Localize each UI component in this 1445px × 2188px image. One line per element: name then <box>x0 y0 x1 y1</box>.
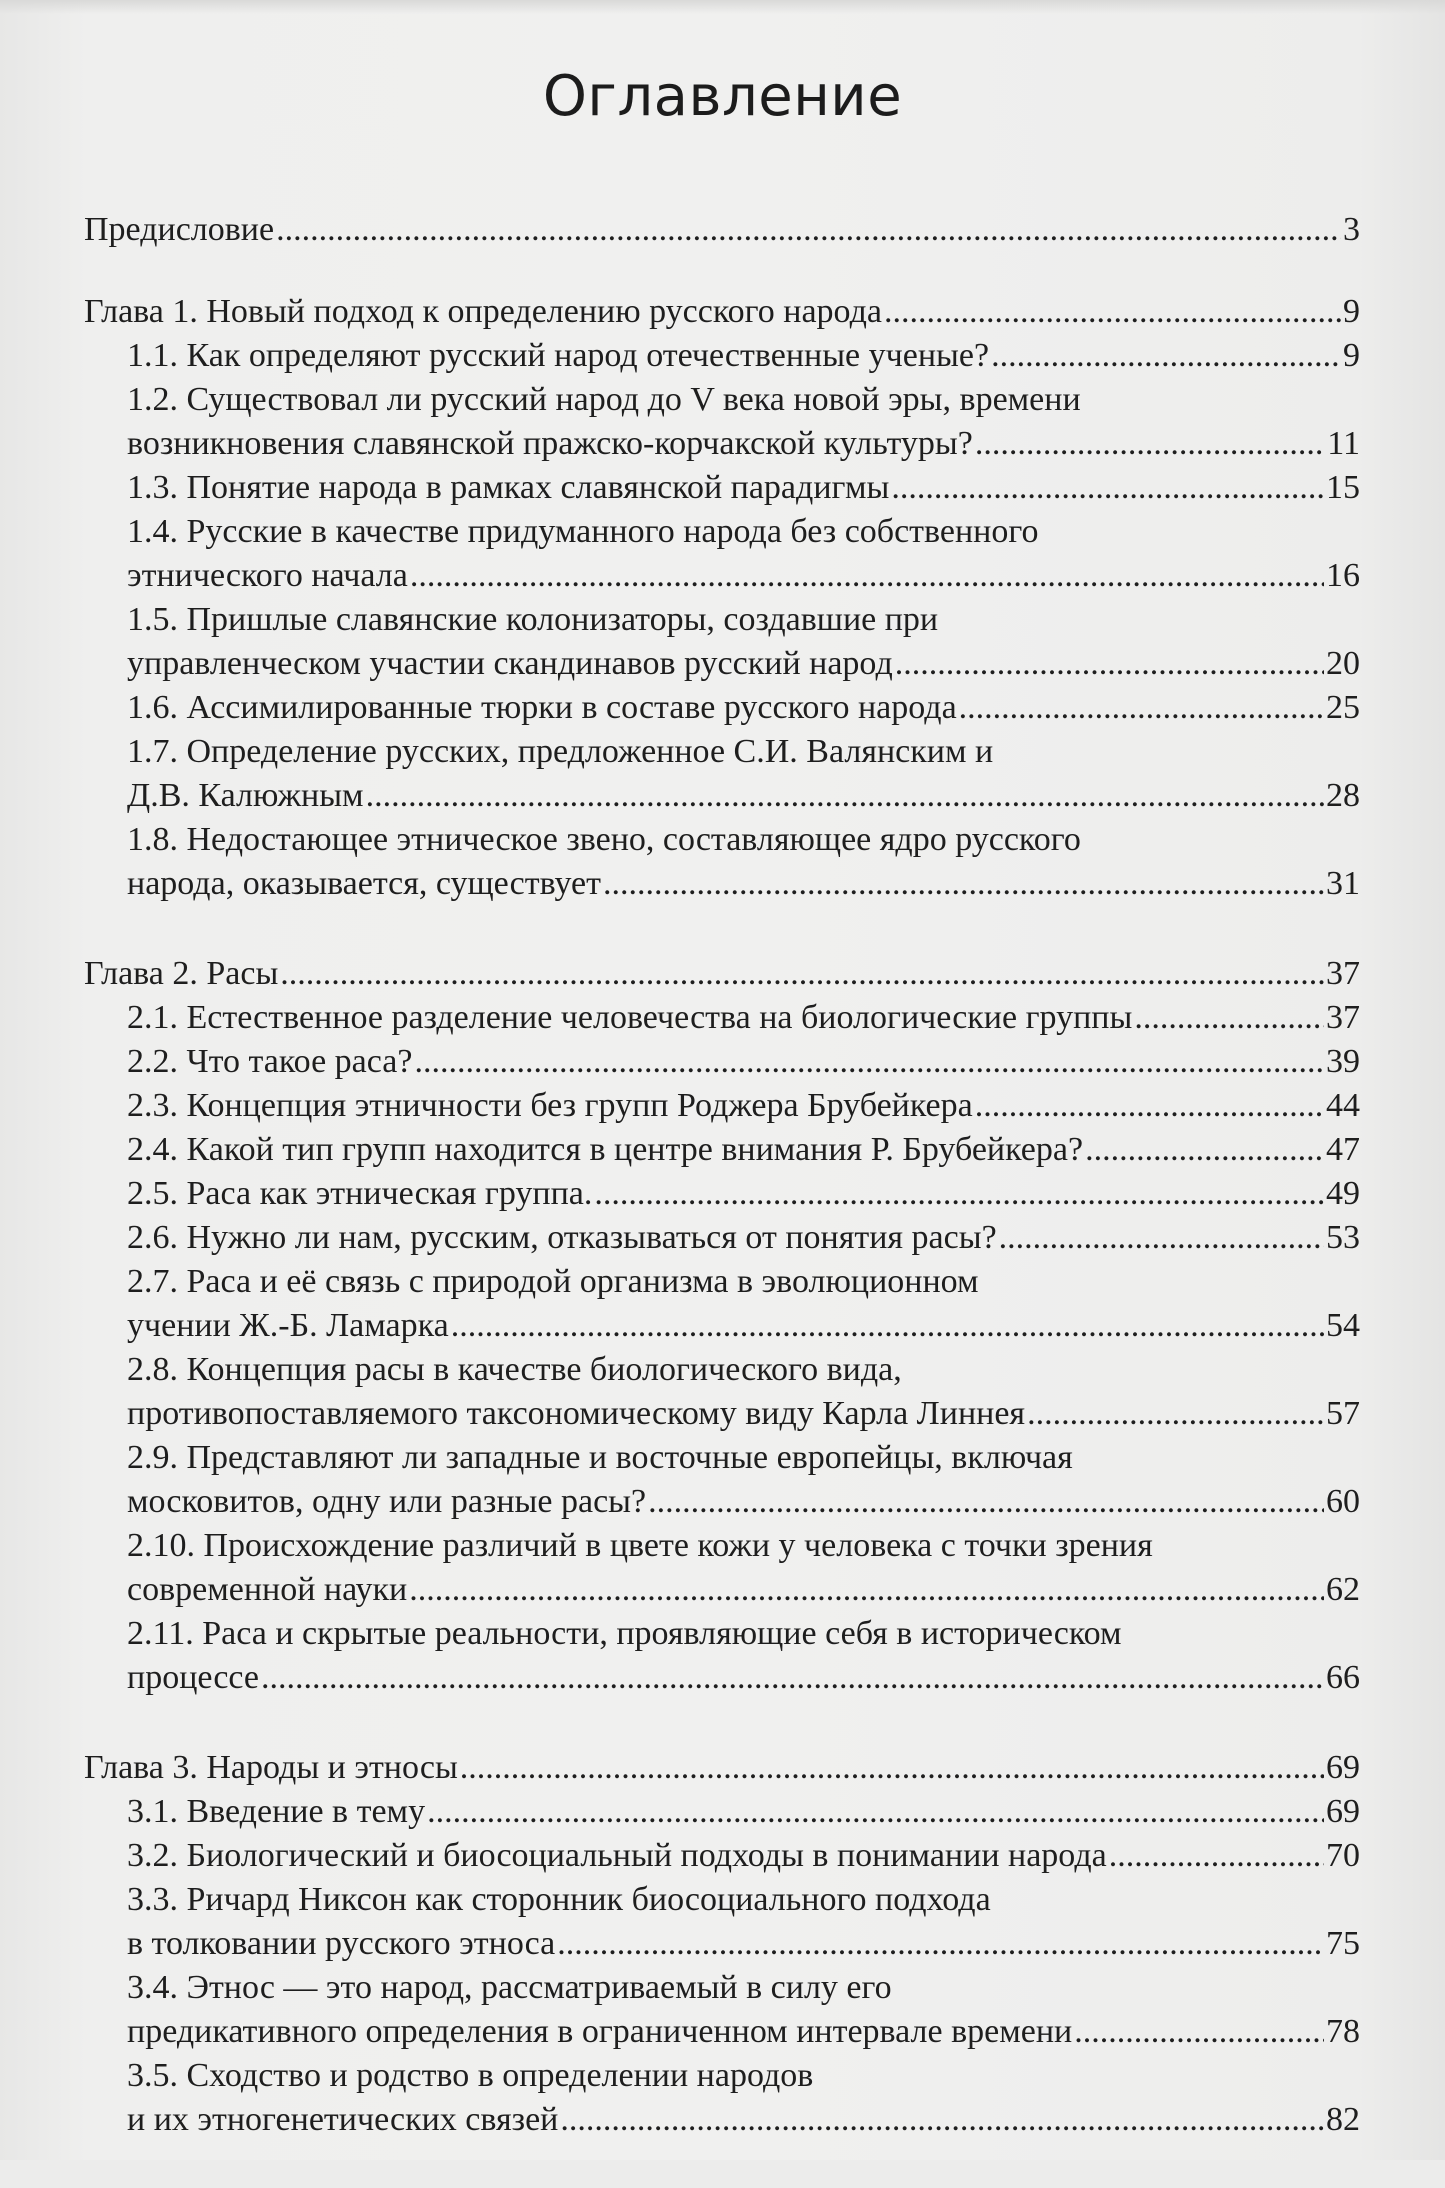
toc-entry-text: народа, оказывается, существует <box>127 865 601 902</box>
page-title: Оглавление <box>542 64 903 129</box>
toc-entry-text: 2.5. Раса как этническая группа. <box>127 1175 593 1212</box>
toc-page-number: 62 <box>1326 1571 1360 1608</box>
toc-entry-line: 1.5. Пришлые славянские колонизаторы, создавшие при <box>127 601 939 638</box>
toc-entry-text: московитов, одну или разные расы? <box>127 1483 647 1520</box>
toc-page-number: 25 <box>1326 689 1360 726</box>
toc-section-entry[interactable] <box>84 1040 1360 1084</box>
toc-page-number: 54 <box>1326 1307 1360 1344</box>
toc-section-entry[interactable] <box>84 1834 1360 1878</box>
toc-section-entry[interactable] <box>84 1128 1360 1172</box>
dot-leader <box>366 774 1324 818</box>
toc-entry-last-line <box>127 1790 1360 1834</box>
toc-entry-last-line <box>127 1040 1360 1084</box>
toc-page-number: 11 <box>1327 425 1360 462</box>
table-of-contents <box>84 208 1360 2188</box>
toc-page-number: 82 <box>1326 2101 1360 2138</box>
toc-entry-line: 1.4. Русские в качестве придуманного народа без собственного <box>127 513 1039 550</box>
page-top-edge <box>0 0 1445 14</box>
dot-leader <box>1109 1834 1324 1878</box>
toc-section-entry[interactable] <box>84 1348 1360 1436</box>
toc-entry-last-line <box>127 642 1360 686</box>
toc-page-number: 78 <box>1326 2013 1360 2050</box>
toc-page-number: 49 <box>1326 1175 1360 1212</box>
toc-section-entry[interactable] <box>84 334 1360 378</box>
toc-section-entry[interactable] <box>84 730 1360 818</box>
toc-entry-last-line <box>84 952 1360 996</box>
toc-entry-text: процессе <box>127 1659 260 1696</box>
toc-page-number: 70 <box>1326 1837 1360 1874</box>
toc-entry-text: Д.В. Калюжным <box>127 777 364 814</box>
toc-entry-line: 3.4. Этнос — это народ, рассматриваемый в силу его <box>127 1969 892 2006</box>
toc-page-number: 20 <box>1326 645 1360 682</box>
toc-entry-last-line <box>127 1172 1360 1216</box>
toc-entry-last-line <box>127 334 1360 378</box>
toc-entry-last-line <box>127 686 1360 730</box>
toc-section-entry[interactable] <box>84 1260 1360 1348</box>
toc-section-entry[interactable] <box>84 2054 1360 2142</box>
toc-page-number: 69 <box>1326 1749 1360 1786</box>
toc-entry-last-line <box>127 1304 1360 1348</box>
toc-entry-text: 3.2. Биологический и биосоциальный подходы в понимании народа <box>127 1837 1107 1874</box>
dot-leader <box>975 1084 1324 1128</box>
toc-entry-text: 1.3. Понятие народа в рамках славянской парадигмы <box>127 469 890 506</box>
toc-entry-last-line <box>84 290 1360 334</box>
toc-page-number: 9 <box>1343 293 1360 330</box>
toc-page-number: 15 <box>1326 469 1360 506</box>
toc-chapter-entry[interactable] <box>84 1746 1360 1790</box>
toc-entry-text: предикативного определения в ограниченном интервале времени <box>127 2013 1073 2050</box>
toc-entry-line: 3.3. Ричард Никсон как сторонник биосоциального подхода <box>127 1881 991 1918</box>
dot-leader <box>280 952 1324 996</box>
toc-page-number: 28 <box>1326 777 1360 814</box>
toc-entry-line: 1.8. Недостающее этническое звено, составляющее ядро русского <box>127 821 1081 858</box>
toc-entry-text: 1.1. Как определяют русский народ отечественные ученые? <box>127 337 990 374</box>
dot-leader <box>560 2098 1324 2142</box>
dot-leader <box>276 208 1341 252</box>
toc-entry-text: Предисловие <box>84 211 275 248</box>
toc-entry-line: 2.8. Концепция расы в качестве биологического вида, <box>127 1351 902 1388</box>
toc-entry-line: 3.5. Сходство и родство в определении народов <box>127 2057 814 2094</box>
toc-page-number: 69 <box>1326 1793 1360 1830</box>
toc-entry-last-line <box>127 466 1360 510</box>
toc-group <box>84 208 1360 252</box>
toc-entry-last-line <box>127 422 1360 466</box>
dot-leader <box>991 334 1341 378</box>
toc-entry-line: 1.7. Определение русских, предложенное С.И. Валянским и <box>127 733 994 770</box>
toc-entry-last-line <box>127 554 1360 598</box>
dot-leader <box>261 1656 1324 1700</box>
toc-page-number: 57 <box>1326 1395 1360 1432</box>
dot-leader <box>451 1304 1324 1348</box>
toc-section-entry[interactable] <box>84 598 1360 686</box>
dot-leader <box>895 642 1324 686</box>
toc-group <box>84 1746 1360 2142</box>
toc-chapter-entry[interactable] <box>84 290 1360 334</box>
toc-page-number: 3 <box>1343 211 1360 248</box>
dot-leader <box>959 686 1324 730</box>
toc-entry-text: управленческом участии скандинавов русский народ <box>127 645 893 682</box>
toc-entry-last-line <box>127 1084 1360 1128</box>
dot-leader <box>999 1216 1324 1260</box>
toc-page-number: 39 <box>1326 1043 1360 1080</box>
toc-entry-last-line <box>127 1216 1360 1260</box>
toc-entry-last-line <box>127 1480 1360 1524</box>
toc-page-number: 16 <box>1326 557 1360 594</box>
dot-leader <box>427 1790 1324 1834</box>
toc-entry-last-line <box>127 2010 1360 2054</box>
toc-page-number: 47 <box>1326 1131 1360 1168</box>
toc-entry-last-line <box>84 1746 1360 1790</box>
toc-page-number: 37 <box>1326 955 1360 992</box>
dot-leader <box>460 1746 1324 1790</box>
toc-entry-text: Глава 3. Народы и этносы <box>84 1749 458 1786</box>
dot-leader <box>1074 2010 1324 2054</box>
dot-leader <box>975 422 1325 466</box>
dot-leader <box>1134 996 1324 1040</box>
toc-entry-text: Глава 1. Новый подход к определению русского народа <box>84 293 882 330</box>
toc-section-entry[interactable] <box>84 1878 1360 1966</box>
toc-entry-text: 2.4. Какой тип групп находится в центре внимания Р. Брубейкера? <box>127 1131 1084 1168</box>
toc-page-number: 31 <box>1326 865 1360 902</box>
dot-leader <box>557 1922 1324 1966</box>
toc-entry-text: противопоставляемого таксономическому виду Карла Линнея <box>127 1395 1026 1432</box>
toc-entry-text: в толковании русского этноса <box>127 1925 556 1962</box>
toc-entry-last-line <box>127 862 1360 906</box>
toc-section-entry[interactable] <box>84 1966 1360 2054</box>
toc-section-entry[interactable] <box>84 378 1360 466</box>
toc-page-number: 44 <box>1326 1087 1360 1124</box>
toc-entry-last-line <box>127 1922 1360 1966</box>
toc-entry-text: учении Ж.-Б. Ламарка <box>127 1307 449 1344</box>
toc-entry-text: 2.3. Концепция этничности без групп Роджера Брубейкера <box>127 1087 973 1124</box>
toc-entry-text: 1.6. Ассимилированные тюрки в составе русского народа <box>127 689 957 726</box>
toc-section-entry[interactable] <box>84 1524 1360 1612</box>
dot-leader <box>594 1172 1324 1216</box>
toc-entry-line: 2.9. Представляют ли западные и восточные европейцы, включая <box>127 1439 1073 1476</box>
dot-leader <box>414 1040 1324 1084</box>
toc-entry-last-line <box>84 208 1360 252</box>
toc-entry-last-line <box>127 1128 1360 1172</box>
toc-section-entry[interactable] <box>84 466 1360 510</box>
toc-group <box>84 290 1360 906</box>
toc-section-entry[interactable] <box>84 1436 1360 1524</box>
toc-entry-text: 2.6. Нужно ли нам, русским, отказываться от понятия расы? <box>127 1219 997 1256</box>
toc-section-entry[interactable] <box>84 1612 1360 1700</box>
dot-leader <box>891 466 1324 510</box>
toc-entry-text: 2.1. Естественное разделение человечества на биологические группы <box>127 999 1133 1036</box>
dot-leader <box>409 1568 1324 1612</box>
toc-section-entry[interactable] <box>84 1084 1360 1128</box>
toc-entry-text: 2.2. Что такое раса? <box>127 1043 413 1080</box>
dot-leader <box>410 554 1324 598</box>
dot-leader <box>1085 1128 1324 1172</box>
toc-entry-line: 2.10. Происхождение различий в цвете кожи у человека с точки зрения <box>127 1527 1153 1564</box>
toc-page-number: 53 <box>1326 1219 1360 1256</box>
toc-entry-last-line <box>127 1568 1360 1612</box>
toc-group <box>84 952 1360 1700</box>
toc-entry-line: 1.2. Существовал ли русский народ до V века новой эры, времени <box>127 381 1081 418</box>
toc-entry-last-line <box>127 1656 1360 1700</box>
toc-entry-last-line <box>127 2098 1360 2142</box>
toc-entry-text: 3.1. Введение в тему <box>127 1793 426 1830</box>
toc-chapter-entry[interactable] <box>84 208 1360 252</box>
toc-entry-text: этнического начала <box>127 557 408 594</box>
toc-entry-text: и их этногенетических связей <box>127 2101 559 2138</box>
toc-entry-line: 2.7. Раса и её связь с природой организма в эволюционном <box>127 1263 979 1300</box>
toc-section-entry[interactable] <box>84 510 1360 598</box>
dot-leader <box>648 1480 1324 1524</box>
toc-page-number: 9 <box>1343 337 1360 374</box>
toc-section-entry[interactable] <box>84 1790 1360 1834</box>
toc-section-entry[interactable] <box>84 1216 1360 1260</box>
toc-section-entry[interactable] <box>84 996 1360 1040</box>
toc-entry-last-line <box>127 1834 1360 1878</box>
toc-page-number: 60 <box>1326 1483 1360 1520</box>
toc-page-number: 66 <box>1326 1659 1360 1696</box>
dot-leader <box>1027 1392 1324 1436</box>
toc-section-entry[interactable] <box>84 686 1360 730</box>
toc-entry-last-line <box>127 1392 1360 1436</box>
toc-page-number: 37 <box>1326 999 1360 1036</box>
toc-entry-text: Глава 2. Расы <box>84 955 279 992</box>
toc-section-entry[interactable] <box>84 818 1360 906</box>
toc-section-entry[interactable] <box>84 1172 1360 1216</box>
dot-leader <box>884 290 1341 334</box>
dot-leader <box>603 862 1324 906</box>
toc-entry-text: современной науки <box>127 1571 408 1608</box>
toc-entry-text: возникновения славянской пражско-корчакской культуры? <box>127 425 973 462</box>
toc-entry-last-line <box>127 996 1360 1040</box>
toc-entry-line: 2.11. Раса и скрытые реальности, проявляющие себя в историческом <box>127 1615 1122 1652</box>
toc-entry-last-line <box>127 774 1360 818</box>
toc-chapter-entry[interactable] <box>84 952 1360 996</box>
toc-page-number: 75 <box>1326 1925 1360 1962</box>
